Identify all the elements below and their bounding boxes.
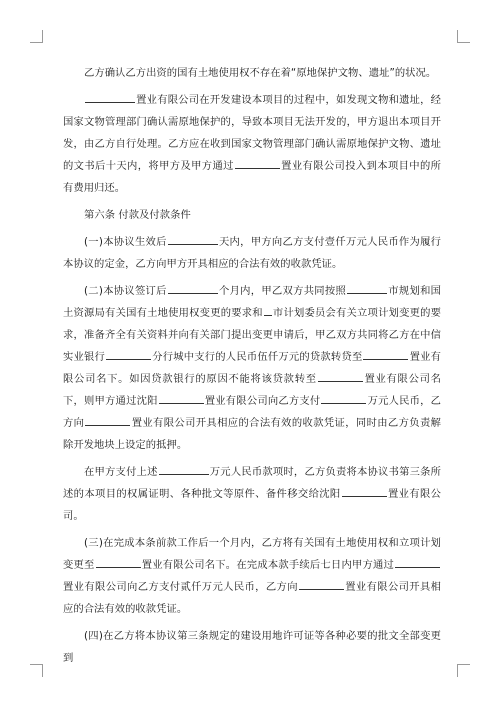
text-run: 置业有限公司。 (63, 488, 441, 522)
text-run: 分行城中支行的人民币伍仟万元的贷款转贷至 (152, 351, 363, 363)
fill-in-blank (264, 304, 272, 316)
section-heading (63, 204, 441, 226)
text-run: (四)在乙方将本协议第三条规定的建设用地许可证等各种必要的批文全部变更到 (63, 630, 441, 664)
paragraph (63, 532, 441, 620)
fill-in-blank (235, 157, 280, 169)
text-run: 置业有限公司向乙方支付贰仟万元人民币，乙方向 (63, 581, 298, 593)
fill-in-blank (299, 578, 344, 590)
text-run: 市计划委员会有关立项计划变更的要求，准备齐全有关资料并向有关部门提出变更申请后，甲乙双方共同将乙方在中信实业银行 (63, 307, 441, 363)
text-run: 置业有限公司开具相应的合法有效的收款凭证。 (63, 581, 441, 615)
text-run: 置业有限公司在开发建设本项目的过程中，如发现文物和遗址，经国家文物管理部门确认需原地保护的，导致本项目无法开发的，甲方退出本项目开发，由乙方自行处理。乙方应在收到国家文物管理部门确认需原地保护文物、遗址的文书后十天内，将甲方及甲方通过 (63, 94, 441, 172)
text-run: 置业有限公司投入到本项目中的所有费用归还。 (63, 160, 441, 194)
document-body (63, 62, 441, 674)
fill-in-blank (168, 233, 218, 245)
text-run: (二)本协议签订后 (84, 285, 167, 297)
text-run: 市规划和国土资源局有关国有土地使用权变更的要求和 (63, 285, 442, 319)
paragraph (63, 62, 441, 84)
crop-mark-bottom-right (457, 664, 470, 677)
fill-in-blank (347, 282, 387, 294)
text-run: 置业有限公司名下。如因贷款银行的原因不能将该贷款转至 (63, 351, 442, 385)
text-run: (三)在完成本条前款工作后一个月内，乙方将有关国有土地使用权和立项计划变更至 (63, 537, 441, 571)
fill-in-blank (342, 485, 387, 497)
text-run: 置业有限公司名下。在完成本款手续后七日内甲方通过 (141, 559, 394, 571)
text-run: 置业有限公司名下，则甲方通过沈阳 (63, 373, 441, 407)
paragraph (63, 280, 441, 456)
paragraph (63, 461, 441, 527)
fill-in-blank (159, 392, 204, 404)
text-run: 置业有限公司开具相应的合法有效的收款凭证，同时由乙方负责解除开发地块上设定的抵押。 (63, 417, 441, 451)
fill-in-blank (85, 414, 130, 426)
fill-in-blank (318, 370, 363, 382)
text-run: 天内，甲方向乙方支付壹仟万元人民币作为履行本协议的定金，乙方向甲方开具相应的合法有效的收款凭证。 (63, 236, 442, 270)
fill-in-blank (363, 348, 408, 360)
text-run: 在甲方支付上述 (84, 466, 158, 478)
crop-mark-bottom-left (30, 664, 43, 677)
fill-in-blank (106, 348, 151, 360)
fill-in-blank (159, 463, 209, 475)
text-run: (一)本协议生效后 (84, 236, 167, 248)
fill-in-blank (85, 91, 135, 103)
fill-in-blank (321, 392, 366, 404)
fill-in-blank (395, 556, 440, 568)
fill-in-blank (168, 282, 218, 294)
fill-in-blank (96, 556, 141, 568)
text-run: 万元人民币，乙方向 (63, 395, 441, 429)
paragraph (63, 231, 441, 275)
crop-mark-top-left (30, 30, 43, 43)
text-run: 个月内，甲乙双方共同按照 (218, 285, 347, 297)
crop-mark-top-right (457, 30, 470, 43)
text-run: 第六条 付款及付款条件 (84, 209, 191, 221)
paragraph (63, 625, 441, 669)
text-run: 乙方确认乙方出资的国有土地使用权不存在着“原地保护文物、遗址”的状况。 (84, 67, 437, 79)
text-run: 万元人民币款项时，乙方负责将本协议书第三条所述的本项目的权属证明、各种批文等原件、备件移交给沈阳 (63, 466, 441, 500)
paragraph (63, 89, 441, 199)
text-run: 置业有限公司向乙方支付 (204, 395, 321, 407)
